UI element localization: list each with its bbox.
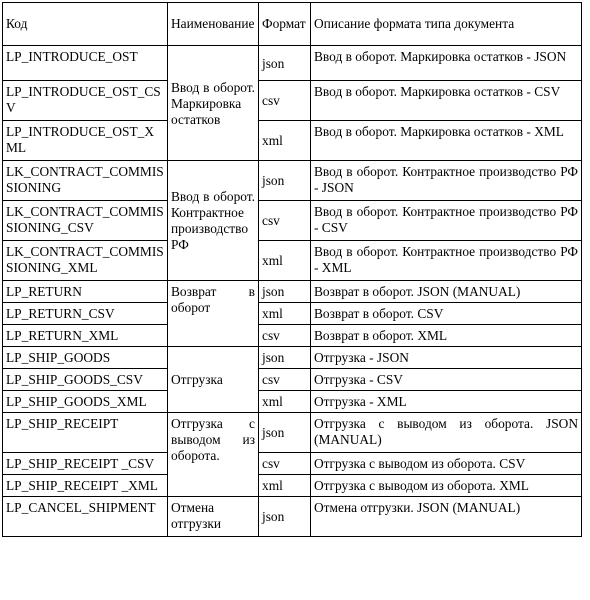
cell-format: xml: [259, 121, 311, 161]
cell-code: LP_RETURN: [3, 281, 168, 303]
cell-code: LP_SHIP_RECEIPT _XML: [3, 475, 168, 497]
cell-description: Ввод в оборот. Контрактное производство РФ - XML: [311, 241, 582, 281]
cell-description: Отгрузка с выводом из оборота. JSON (MANUAL): [311, 413, 582, 453]
cell-code: LP_SHIP_RECEIPT _CSV: [3, 453, 168, 475]
table-row: [3, 497, 582, 537]
table-row: [3, 413, 582, 453]
table-row: [3, 241, 582, 281]
cell-description: Отмена отгрузки. JSON (MANUAL): [311, 497, 582, 537]
document-types-table: [2, 2, 582, 537]
cell-code: LP_SHIP_RECEIPT: [3, 413, 168, 453]
cell-format: json: [259, 161, 311, 201]
cell-format: csv: [259, 201, 311, 241]
cell-description: Ввод в оборот. Контрактное производство РФ - CSV: [311, 201, 582, 241]
cell-code: LP_INTRODUCE_OST_CSV: [3, 81, 168, 121]
header-name: Наименование: [168, 3, 259, 46]
cell-format: xml: [259, 391, 311, 413]
cell-format: json: [259, 46, 311, 81]
cell-code: LP_INTRODUCE_OST_XML: [3, 121, 168, 161]
cell-code: LP_CANCEL_SHIPMENT: [3, 497, 168, 537]
header-description: Описание формата типа документа: [311, 3, 582, 46]
table-row: [3, 453, 582, 475]
table-row: [3, 347, 582, 369]
cell-code: LK_CONTRACT_COMMISSIONING: [3, 161, 168, 201]
cell-format: csv: [259, 325, 311, 347]
table-row: [3, 281, 582, 303]
cell-name: Ввод в оборот. Маркировка остатков: [168, 46, 259, 161]
cell-description: Отгрузка - CSV: [311, 369, 582, 391]
cell-name: Отгрузка: [168, 347, 259, 413]
cell-code: LK_CONTRACT_COMMISSIONING_CSV: [3, 201, 168, 241]
cell-description: Отгрузка - JSON: [311, 347, 582, 369]
cell-description: Ввод в оборот. Маркировка остатков - CSV: [311, 81, 582, 121]
cell-format: xml: [259, 475, 311, 497]
header-format: Формат: [259, 3, 311, 46]
cell-format: csv: [259, 81, 311, 121]
cell-format: csv: [259, 369, 311, 391]
cell-description: Ввод в оборот. Маркировка остатков - JSON: [311, 46, 582, 81]
cell-code: LP_INTRODUCE_OST: [3, 46, 168, 81]
cell-name: Отгрузка с выводом из оборота.: [168, 413, 259, 497]
table-row: [3, 369, 582, 391]
cell-description: Отгрузка с выводом из оборота. XML: [311, 475, 582, 497]
table-row: [3, 325, 582, 347]
cell-description: Возврат в оборот. XML: [311, 325, 582, 347]
table-row: [3, 121, 582, 161]
cell-format: csv: [259, 453, 311, 475]
cell-format: xml: [259, 241, 311, 281]
table-row: [3, 475, 582, 497]
cell-code: LP_SHIP_GOODS_XML: [3, 391, 168, 413]
cell-name: Ввод в оборот. Контрактное производство РФ: [168, 161, 259, 281]
cell-code: LP_RETURN_XML: [3, 325, 168, 347]
cell-name: Возврат в оборот: [168, 281, 259, 347]
cell-name: Отмена отгрузки: [168, 497, 259, 537]
cell-format: json: [259, 281, 311, 303]
table-row: [3, 161, 582, 201]
cell-code: LP_SHIP_GOODS: [3, 347, 168, 369]
cell-description: Ввод в оборот. Контрактное производство РФ - JSON: [311, 161, 582, 201]
table-header-row: [3, 3, 582, 46]
cell-format: json: [259, 497, 311, 537]
cell-format: xml: [259, 303, 311, 325]
table-row: [3, 303, 582, 325]
cell-description: Отгрузка - XML: [311, 391, 582, 413]
cell-code: LP_SHIP_GOODS_CSV: [3, 369, 168, 391]
cell-description: Ввод в оборот. Маркировка остатков - XML: [311, 121, 582, 161]
cell-format: json: [259, 413, 311, 453]
table-row: [3, 201, 582, 241]
table-row: [3, 391, 582, 413]
cell-description: Возврат в оборот. CSV: [311, 303, 582, 325]
table-row: [3, 81, 582, 121]
cell-code: LK_CONTRACT_COMMISSIONING_XML: [3, 241, 168, 281]
cell-format: json: [259, 347, 311, 369]
cell-code: LP_RETURN_CSV: [3, 303, 168, 325]
table-row: [3, 46, 582, 81]
cell-description: Отгрузка с выводом из оборота. CSV: [311, 453, 582, 475]
cell-description: Возврат в оборот. JSON (MANUAL): [311, 281, 582, 303]
header-code: Код: [3, 3, 168, 46]
